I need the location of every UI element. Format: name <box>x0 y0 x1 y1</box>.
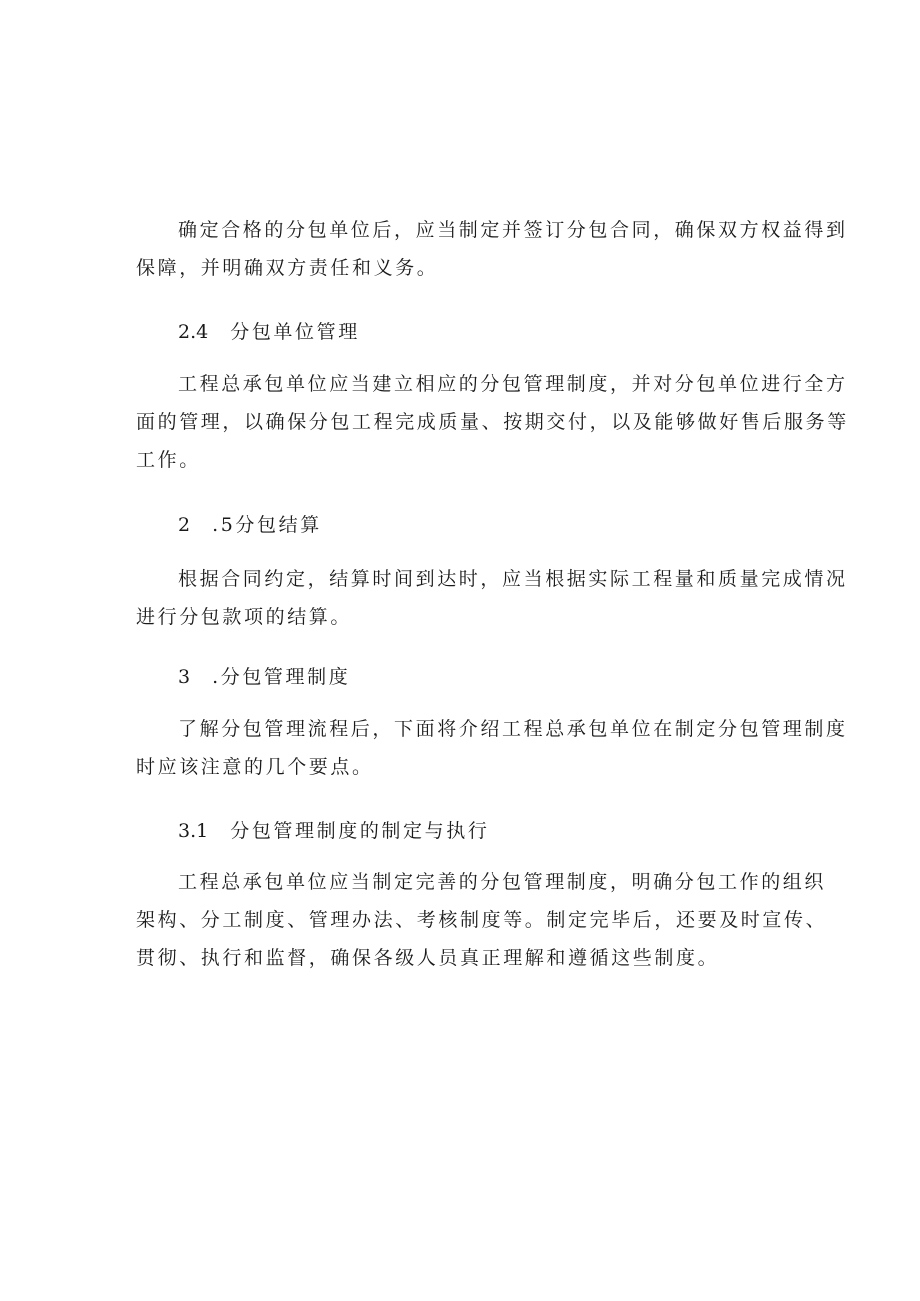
section-number: 2 <box>178 514 191 536</box>
paragraph-line: 工程总承包单位应当建立相应的分包管理制度，并对分包单位进行全方 <box>178 373 848 395</box>
section-heading <box>136 658 838 696</box>
paragraph <box>136 710 848 786</box>
section-title: .分包管理制度 <box>212 666 351 688</box>
paragraph-line: 架构、分工制度、管理办法、考核制度等。制定完毕后，还要及时宣传、 <box>136 909 828 931</box>
paragraph <box>136 365 849 479</box>
paragraph <box>136 211 848 287</box>
paragraph-line: 确定合格的分包单位后，应当制定并签订分包合同，确保双方权益得到 <box>178 219 848 241</box>
paragraph-line: 工程总承包单位应当制定完善的分包管理制度，明确分包工作的组织 <box>178 871 827 893</box>
paragraph-line: 根据合同约定，结算时间到达时，应当根据实际工程量和质量完成情况 <box>178 568 848 590</box>
section-heading <box>136 313 838 351</box>
section-heading <box>136 506 838 544</box>
section-title: 分包管理制度的制定与执行 <box>230 820 490 842</box>
paragraph-line: 时应该注意的几个要点。 <box>136 756 374 778</box>
paragraph-line: 面的管理，以确保分包工程完成质量、按期交付，以及能够做好售后服务等 <box>136 411 849 433</box>
paragraph-line: 工作。 <box>136 449 201 471</box>
paragraph-line: 进行分包款项的结算。 <box>136 606 353 628</box>
section-number: 3.1 <box>178 820 209 842</box>
section-title: 分包单位管理 <box>230 321 360 343</box>
section-number: 3 <box>178 666 191 688</box>
section-number: 2.4 <box>178 321 209 343</box>
section-title: .5分包结算 <box>212 514 322 536</box>
section-heading <box>136 812 838 850</box>
paragraph-line: 保障，并明确双方责任和义务。 <box>136 257 439 279</box>
paragraph <box>136 560 848 636</box>
paragraph <box>136 863 828 977</box>
paragraph-line: 贯彻、执行和监督，确保各级人员真正理解和遵循这些制度。 <box>136 947 720 969</box>
paragraph-line: 了解分包管理流程后，下面将介绍工程总承包单位在制定分包管理制度 <box>178 718 848 740</box>
